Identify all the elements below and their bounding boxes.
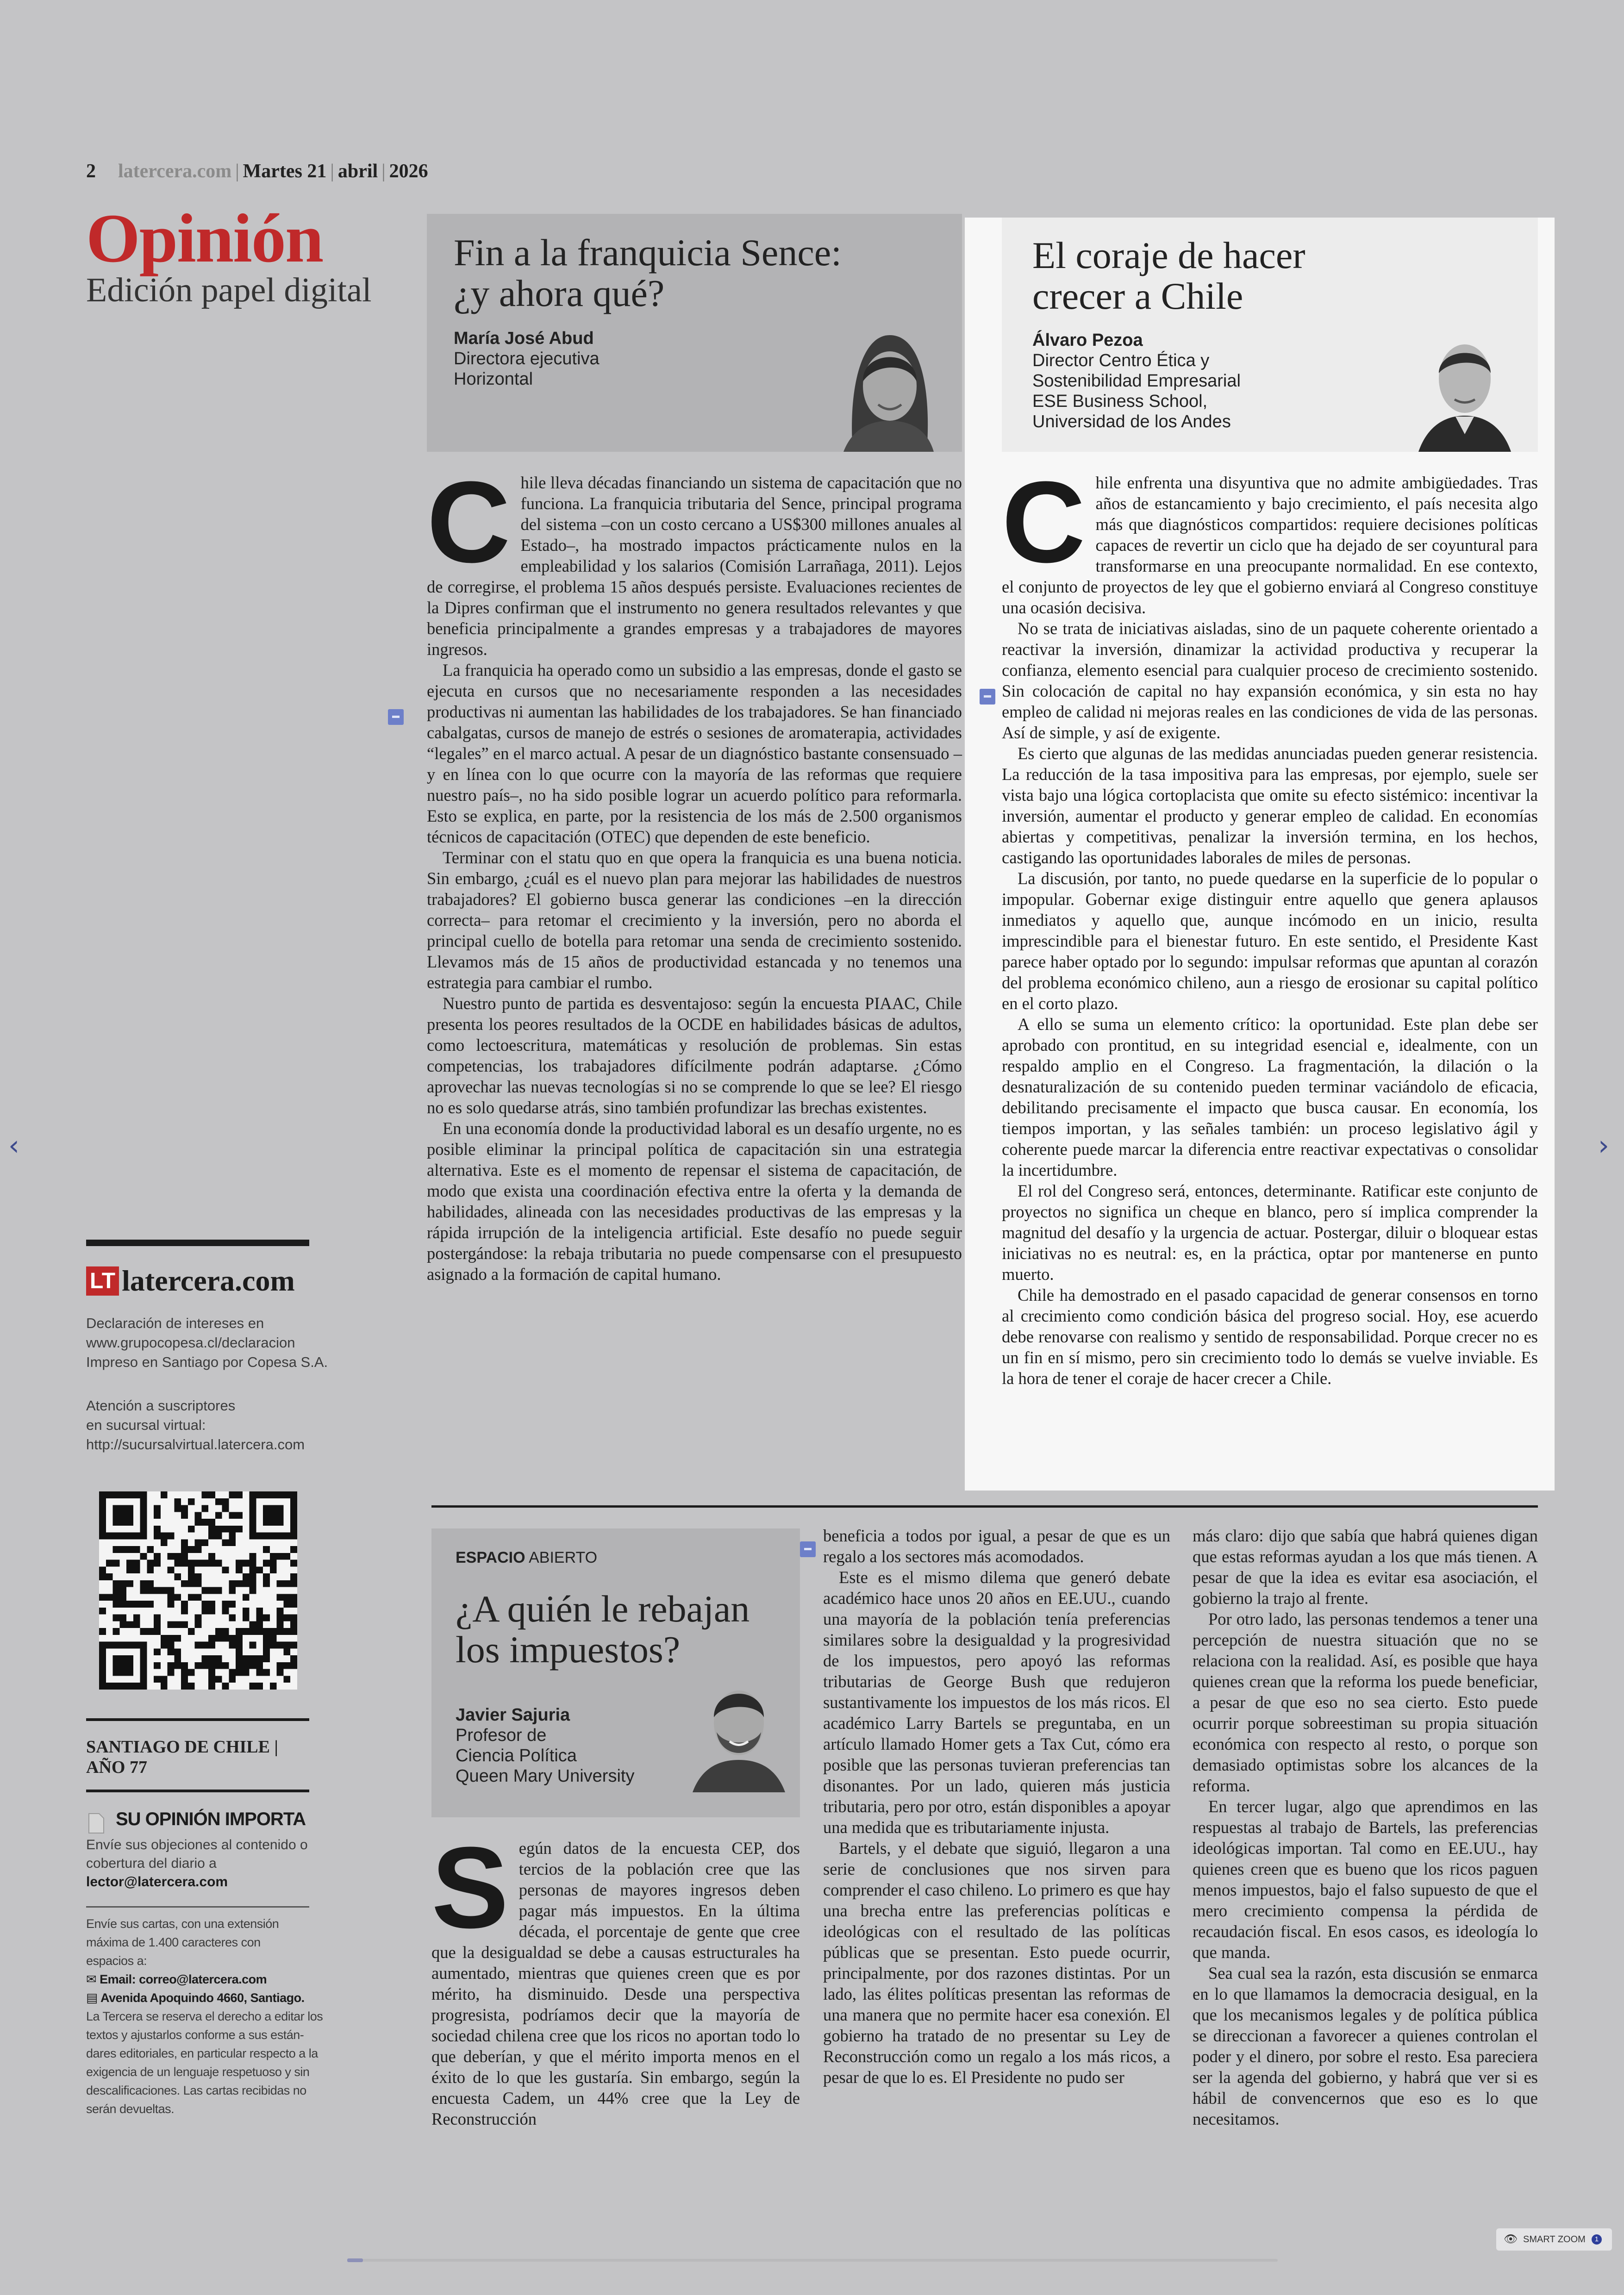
next-page-arrow-icon[interactable]: › (1598, 1129, 1609, 1162)
sidebar-rule-3 (86, 1790, 309, 1792)
mailbox-icon: ▤ (86, 1991, 101, 2005)
article3-col3: más claro: dijo que sabía que habrá quienes digan que estas reformas ayudan a los que más tienen. A pesar de que la idea es evitar esa asociación, el gobierno la trajo al frente. Por otro lado, las personas tendemos a tener una percepción de nuestra situación que no se relaciona con la realidad. Así, es posible que haya quienes crean que la reforma los puede beneficiar, a pesar de que eso no sea cierto. Esto puede ocurrir porque sobreestiman su propia situación económica con respecto al resto, o porque son demasiado optimistas sobre los alcances de la reforma. En tercer lugar, algo que aprendimos en las respuestas al trabajo de Bartels, las preferencias ideológicas importan. Tal como en EE.UU., hay quienes creen que es bueno que los ricos paguen menos impuestos, bajo el falso supuesto de que el mero crecimiento compensa la pérdida de recaudación fiscal. En esos casos, es ideología lo que manda. Sea cual sea la razón, esta discusión se enmarca en lo que llamamos la democracia desigual, en la que los mecanismos legales y de política pública se direccionan a favorecer a quienes controlan el poder y el dinero, por sobre el resto. Esa pareciera ser la agenda del gobierno, y habrá que ver si es hábil de convencernos que eso es lo que necesitamos. (1193, 1526, 1538, 2128)
smart-zoom-button[interactable] (1496, 2228, 1612, 2251)
letters-info: Envíe sus cartas, con una extensión máxima de 1.400 caracteres con espacios a: ✉ Email: correo@latercera.com ▤ Avenida Apoquindo 4660, Santiago. La Tercera se reserva el derecho a editar los textos y ajustarlos conforme a sus están- dares editoriales, en particular respecto a la exigencia de un lenguaje respetuoso y sin descalificaciones. Las cartas recibidas no serán devueltas. (86, 1917, 323, 2116)
page-scrollbar[interactable] (347, 2259, 1278, 2262)
letters-email-link[interactable]: Email: correo@latercera.com (100, 1972, 267, 1986)
section-divider (431, 1505, 1538, 1508)
author-portrait-pezoa (1414, 318, 1516, 452)
article2-byline: Álvaro Pezoa Director Centro Ética y Sostenibilidad Empresarial ESE Business School, Universidad de los Andes (1032, 331, 1241, 431)
article1-header (427, 214, 962, 452)
sidebar-rule-4 (86, 1906, 309, 1908)
article3-col2: beneficia a todos por igual, a pesar de que es un regalo a los sectores más acomodados. Este es el mismo dilema que generó debate académico hace unos 20 años en EE.UU., cuando una mayoría de la población tenía preferencias similares sobre la desigualdad y la progresividad de los impuestos, pero apoyó las reformas tributarias de George Bush que redujeron sustantivamente los impuestos de los más ricos. El académico Larry Bartels se preguntaba, en un artículo llamado Homer gets a Tax Cut, cómo era posible que las personas tuvieran preferencias tan disonantes. Por un lado, quieren más justicia tributaria, pero por otro, están disponibles a apoyar una medida que es tributariamente injusta. Bartels, y el debate que siguió, llegaron a una serie de conclusiones que nos sirven para comprender el caso chileno. Lo primero es que hay una brecha entre las preferencias políticas e ideológicas con el resultado de las políticas públicas que se presentan. Esto puede ocurrir, principalmente, por dos razones distintas. Por un lado, las élites políticas presentan las reformas de una manera que no permite hacer esa conexión. El gobierno ha tratado de no presentar su Ley de Reconstrucción como un regalo a los más ricos, a pesar de que lo es. El Presidente no pudo ser (823, 1526, 1170, 2087)
article2-drop-cap: C (1002, 457, 1086, 586)
author-portrait-sajuria (688, 1667, 790, 1792)
article1-drop-cap: C (427, 457, 511, 586)
article3-note-icon[interactable] (800, 1541, 816, 1557)
opinion-email-link[interactable]: lector@latercera.com (86, 1874, 228, 1890)
page-header: 2 latercera.com | Martes 21 | abril | 2026 (86, 161, 428, 182)
article2-title: El coraje de hacer crecer a Chile (1032, 234, 1305, 317)
opinion-text: Envíe sus objeciones al contenido o cobertura del diario a lector@latercera.com (86, 1836, 308, 1891)
article3-title: ¿A quién le rebajan los impuestos? (456, 1588, 750, 1671)
author-portrait-abud (834, 317, 941, 452)
date-month: abril (337, 161, 378, 182)
date-year: 2026 (389, 161, 428, 182)
opinion-title: SU OPINIÓN IMPORTA (116, 1809, 306, 1829)
eye-icon: 👁 (1504, 2233, 1518, 2245)
article2-body: Chile enfrenta una disyuntiva que no admite ambigüedades. Tras años de estancamiento y bajo crecimiento, el país necesita algo más que diagnósticos compartidos: requiere decisiones políticas capaces de revertir un ciclo que ha dejado de ser coyuntural para transformarse en una preocupante normalidad. En ese contexto, el conjunto de proyectos de ley que el gobierno enviará al Congreso constituye una ocasión decisiva. No se trata de iniciativas aisladas, sino de un paquete coherente orientado a reactivar la inversión, dinamizar la actividad productiva y recuperar la confianza, elemento esencial para cualquier proceso de crecimiento sostenido. Sin colocación de capital no hay expansión económica, y sin esta no hay empleo de calidad ni mejoras reales en las condiciones de vida de las personas. Así de simple, y así de exigente. Es cierto que algunas de las medidas anunciadas pueden generar resistencia. La reducción de la tasa impositiva para las empresas, por ejemplo, suele ser vista bajo una lógica cortoplacista que omite su efecto sistémico: incentivar la inversión, aumentar el producto y generar empleo de calidad. En economías abiertas y competitivas, penalizar la inversión termina, en los hechos, castigando las oportunidades laborales de miles de personas. La discusión, por tanto, no puede quedarse en la superficie de lo popular o impopular. Gobernar exige distinguir entre aquello que genera aplausos inmediatos y aquello que, aunque incómodo en un inicio, resulta imprescindible para el bienestar futuro. En este sentido, el Presidente Kast parece haber optado por lo segundo: impulsar reformas que apuntan al corazón del problema económico chileno, aun a riesgo de erosionar su capital político en el corto plazo. A ello se suma un elemento crítico: la oportunidad. Este plan debe ser aprobado con prontitud, en su integridad esencial e, idealmente, con un respaldo amplio en el Congreso. La fragmentación, la dilación o la desnaturalización de su contenido pueden terminar vaciándolo de eficacia, debilitando precisamente el impacto que busca causar. En economía, los tiempos importan, y las señales también: un proceso legislativo ágil y coherente puede marcar la diferencia entre reactivar expectativas o consolidar la incertidumbre. El rol del Congreso será, entonces, determinante. Ratificar este conjunto de proyectos no significa un cheque en blanco, pero sí implica comprender la magnitud del desafío y la urgencia de actuar. Postergar, diluir o bloquear estas iniciativas no es neutral: es, en la práctica, optar por mantenerse en punto muerto. Chile ha demostrado en el pasado capacidad de generar consensos en torno al crecimiento como condición básica del progreso social. Hoy, ese acuerdo debe renovarse con realismo y sentido de responsabilidad. Porque crecer no es un fin en sí mismo, pero sin crecimiento todo lo demás se vuelve inviable. Es la hora de tener el coraje de hacer crecer a Chile. (1002, 457, 1538, 1388)
article3-kicker: ESPACIO ABIERTO (456, 1549, 598, 1566)
article3-col1: Según datos de la encuesta CEP, dos tercios de la población cree que las personas de mayores ingresos deben pagar más impuestos. En la última década, el porcentaje de gente que cree que la desigualdad se debe a causas estructurales ha aumentado, mientras que quienes creen que es por mérito, ha disminuido. Desde una perspectiva progresista, podríamos decir que la mayoría de sociedad chilena cree que los ricos no aportan todo lo que deberían, y que el mérito importa menos en el éxito de lo que les gustaría. Sin embargo, según la encuesta Cadem, un 44% cree que la Ley de Reconstrucción (431, 1823, 800, 2128)
qr-code[interactable] (99, 1491, 297, 1690)
article3-header (431, 1528, 800, 1817)
prev-page-arrow-icon[interactable]: ‹ (8, 1129, 19, 1162)
article1-body: Chile lleva décadas financiando un sistema de capacitación que no funciona. La franquicia tributaria del Sence, principal programa del sistema –con un costo cercano a US$300 millones anuales al Estado–, ha mostrado impactos prácticamente nulos en la empleabilidad y los salarios (Comisión Larrañaga, 2011). Lejos de corregirse, el problema 15 años después persiste. Evaluaciones recientes de la Dipres confirman que el instrumento no genera resultados relevantes y que beneficia principalmente a grandes empresas y a trabajadores de mayores ingresos. La franquicia ha operado como un subsidio a las empresas, donde el gasto se ejecuta en cursos que no necesariamente responden a las necesidades productivas ni aumentan las habilidades de los trabajadores. Se han financiado cabalgatas, cursos de manejo de estrés o sesiones de aromaterapia, actividades “legales” en el marco actual. A pesar de un diagnóstico bastante consensuado –y en línea con lo que ocurre con la mayoría de las reformas que requiere nuestro país–, no ha sido posible lograr un acuerdo político para reformarla. Esto se explica, en parte, por la resistencia de los más de 2.500 organismos técnicos de capacitación (OTEC) que dependen de este beneficio. Terminar con el statu quo en que opera la franquicia es una buena noticia. Sin embargo, ¿cuál es el nuevo plan para mejorar las habilidades de nuestros trabajadores? El gobierno busca generar las condiciones –en la dirección correcta– para retomar el crecimiento y la inversión, pero no aborda el principal cuello de botella para retomar una senda de crecimiento sostenido. Llevamos más de 15 años de productividad estancada y no tenemos una estrategia para cambiar el rumbo. Nuestro punto de partida es desventajoso: según la encuesta PIAAC, Chile presenta los peores resultados de la OCDE en habilidades básicas de adultos, como lectoescritura, matemáticas y resolución de problemas. Sin estas competencias, los trabajadores difícilmente podrán adaptarse. ¿Cómo aprovechar las nuevas tecnologías si no se comprende lo que se lee? El riesgo no es solo quedarse atrás, sino también profundizar las brechas existentes. En una economía donde la productividad laboral es un desafío urgente, no es posible eliminar la principal política de capacitación sin una estrategia alternativa. Este es el momento de repensar el sistema de capacitación, de modo que exista una coordinación efectiva entre la oferta y la demanda de habilidades, alineada con las necesidades productivas de las empresas y la rápida irrupción de la inteligencia artificial. Este desafío no puede seguir postergándose: la rebaja tributaria no puede compensarse con el presupuesto asignado a la formación de capital humano. (427, 457, 962, 1284)
email-icon: ✉ (86, 1972, 100, 1986)
city-year: SANTIAGO DE CHILE | AÑO 77 (86, 1737, 278, 1777)
article1-author: María José Abud (454, 329, 594, 348)
section-subtitle: Edición papel digital (86, 271, 372, 309)
article3-author: Javier Sajuria (456, 1705, 570, 1725)
smart-zoom-badge: 1 (1592, 2234, 1602, 2245)
sidebar-subscribers: Atención a suscriptores en sucursal virtual: http://sucursalvirtual.latercera.com (86, 1397, 305, 1453)
article1-note-icon[interactable] (388, 709, 404, 725)
site-name: latercera.com (118, 161, 232, 182)
article3-byline: Javier Sajuria Profesor de Ciencia Política Queen Mary University (456, 1705, 635, 1786)
article2-note-icon[interactable] (980, 689, 995, 705)
section-title: Opinión (86, 200, 323, 277)
latercera-logo: LT latercera.com (86, 1264, 295, 1298)
smart-zoom-label: SMART ZOOM (1523, 2234, 1586, 2245)
article3-drop-cap: S (431, 1823, 509, 1952)
date-day: Martes 21 (243, 161, 327, 182)
article1-byline: María José Abud Directora ejecutiva Horizontal (454, 329, 600, 389)
document-icon (87, 1813, 106, 1834)
article1-title: Fin a la franquicia Sence: ¿y ahora qué? (454, 231, 842, 314)
page-scrollbar-thumb[interactable] (347, 2258, 363, 2262)
sidebar-rule-2 (86, 1718, 309, 1721)
sidebar-disclosure: Declaración de intereses en www.grupocopesa.cl/declaracion Impreso en Santiago por Copesa S.A. (86, 1315, 328, 1370)
article2-author: Álvaro Pezoa (1032, 331, 1143, 350)
page-number: 2 (86, 161, 96, 182)
article2-header (1002, 218, 1538, 452)
sidebar-top-rule (86, 1240, 309, 1246)
